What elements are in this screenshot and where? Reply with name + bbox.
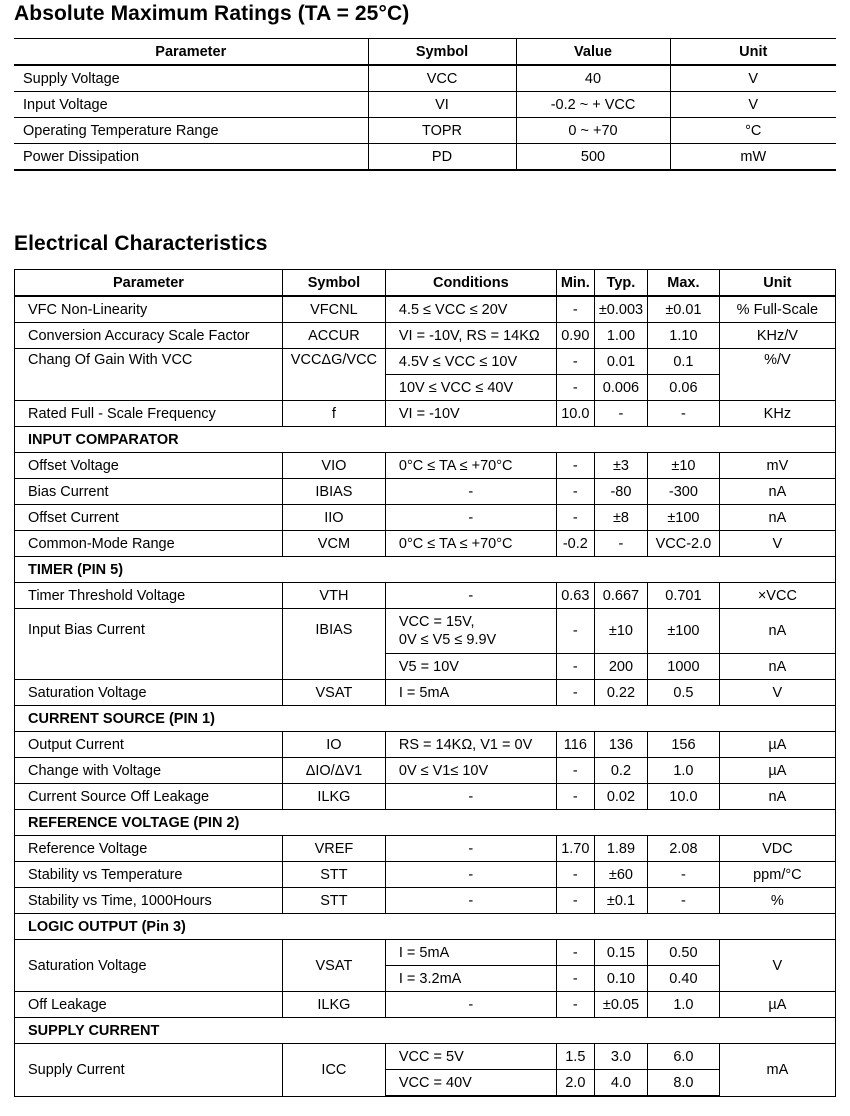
max-cell: - — [648, 888, 720, 914]
max-cell: 0.5 — [648, 680, 720, 706]
max-cell: 8.0 — [648, 1070, 720, 1097]
unit-cell: V — [670, 92, 836, 118]
symbol-cell: PD — [368, 144, 516, 171]
typ-cell: 0.01 — [594, 349, 647, 375]
param-cell: Off Leakage — [15, 992, 283, 1018]
min-cell: - — [556, 940, 594, 966]
value-cell: 0 ~ +70 — [516, 118, 670, 144]
table-row — [15, 349, 836, 375]
param-cell: Rated Full - Scale Frequency — [15, 401, 283, 427]
param-cell: Stability vs Temperature — [15, 862, 283, 888]
min-cell: 2.0 — [556, 1070, 594, 1097]
table-row — [15, 732, 836, 758]
param-cell: Supply Voltage — [14, 65, 368, 92]
table-row — [15, 531, 836, 557]
condition-cell: 0°C ≤ TA ≤ +70°C — [385, 453, 556, 479]
param-cell: Input Voltage — [14, 92, 368, 118]
symbol-cell: IBIAS — [282, 479, 385, 505]
symbol-cell: VREF — [282, 836, 385, 862]
unit-cell: V — [670, 65, 836, 92]
table-row — [15, 505, 836, 531]
param-cell: Offset Voltage — [15, 453, 283, 479]
min-cell: - — [556, 479, 594, 505]
min-cell: - — [556, 654, 594, 680]
table-row — [15, 609, 836, 654]
param-cell: Saturation Voltage — [15, 680, 283, 706]
symbol-cell: TOPR — [368, 118, 516, 144]
symbol-cell: VI — [368, 92, 516, 118]
symbol-cell: VFCNL — [282, 296, 385, 323]
condition-cell: - — [385, 583, 556, 609]
unit-cell: µA — [719, 732, 835, 758]
condition-cell: - — [385, 505, 556, 531]
param-cell: VFC Non-Linearity — [15, 296, 283, 323]
condition-cell: V5 = 10V — [385, 654, 556, 680]
section-header-row — [15, 427, 836, 453]
max-cell: 1.0 — [648, 758, 720, 784]
typ-cell: 0.667 — [594, 583, 647, 609]
unit-cell: KHz — [719, 401, 835, 427]
unit-cell: mW — [670, 144, 836, 171]
unit-cell: ppm/°C — [719, 862, 835, 888]
table-row — [15, 401, 836, 427]
min-cell: -0.2 — [556, 531, 594, 557]
param-cell: Bias Current — [15, 479, 283, 505]
typ-cell: ±10 — [594, 609, 647, 654]
max-cell: - — [648, 862, 720, 888]
unit-cell: µA — [719, 992, 835, 1018]
value-cell: -0.2 ~ + VCC — [516, 92, 670, 118]
symbol-cell: VTH — [282, 583, 385, 609]
max-cell: 156 — [648, 732, 720, 758]
symbol-cell: VIO — [282, 453, 385, 479]
min-cell: 1.70 — [556, 836, 594, 862]
header-parameter: Parameter — [14, 39, 368, 66]
electrical-characteristics-title: Electrical Characteristics — [14, 232, 268, 255]
param-cell: Current Source Off Leakage — [15, 784, 283, 810]
header-unit: Unit — [670, 39, 836, 66]
symbol-cell: VSAT — [282, 940, 385, 992]
param-cell: Input Bias Current — [15, 609, 283, 680]
condition-cell: 10V ≤ VCC ≤ 40V — [385, 375, 556, 401]
condition-cell: VI = -10V, RS = 14KΩ — [385, 323, 556, 349]
condition-cell: VI = -10V — [385, 401, 556, 427]
symbol-cell: ILKG — [282, 992, 385, 1018]
min-cell: 0.63 — [556, 583, 594, 609]
condition-cell: 4.5 ≤ VCC ≤ 20V — [385, 296, 556, 323]
header-min: Min. — [556, 270, 594, 297]
table-row — [15, 888, 836, 914]
typ-cell: ±3 — [594, 453, 647, 479]
condition-cell: RS = 14KΩ, V1 = 0V — [385, 732, 556, 758]
max-cell: 0.1 — [648, 349, 720, 375]
table-header-row — [14, 39, 836, 66]
header-symbol: Symbol — [368, 39, 516, 66]
max-cell: VCC-2.0 — [648, 531, 720, 557]
symbol-cell: IO — [282, 732, 385, 758]
param-cell: Common-Mode Range — [15, 531, 283, 557]
section-header-row — [15, 810, 836, 836]
min-cell: 116 — [556, 732, 594, 758]
section-title-timer: TIMER (PIN 5) — [15, 557, 836, 583]
min-cell: - — [556, 349, 594, 375]
typ-cell: 0.22 — [594, 680, 647, 706]
typ-cell: 0.006 — [594, 375, 647, 401]
min-cell: 1.5 — [556, 1044, 594, 1070]
param-cell: Stability vs Time, 1000Hours — [15, 888, 283, 914]
header-unit: Unit — [719, 270, 835, 297]
param-cell: Change with Voltage — [15, 758, 283, 784]
table-row — [14, 144, 836, 171]
unit-cell: mA — [719, 1044, 835, 1097]
min-cell: - — [556, 888, 594, 914]
min-cell: - — [556, 784, 594, 810]
min-cell: - — [556, 296, 594, 323]
table-header-row — [15, 270, 836, 297]
table-row — [15, 992, 836, 1018]
condition-cell: - — [385, 784, 556, 810]
typ-cell: 4.0 — [594, 1070, 647, 1097]
section-title-input-comparator: INPUT COMPARATOR — [15, 427, 836, 453]
table-row — [15, 323, 836, 349]
condition-cell: - — [385, 479, 556, 505]
table-row — [15, 940, 836, 966]
section-header-row — [15, 914, 836, 940]
table-row — [15, 296, 836, 323]
typ-cell: 136 — [594, 732, 647, 758]
typ-cell: 0.02 — [594, 784, 647, 810]
section-header-row — [15, 706, 836, 732]
param-cell: Timer Threshold Voltage — [15, 583, 283, 609]
condition-cell: - — [385, 862, 556, 888]
min-cell: 10.0 — [556, 401, 594, 427]
typ-cell: ±60 — [594, 862, 647, 888]
unit-cell: V — [719, 680, 835, 706]
max-cell: 2.08 — [648, 836, 720, 862]
typ-cell: 3.0 — [594, 1044, 647, 1070]
symbol-cell: VCC — [368, 65, 516, 92]
typ-cell: - — [594, 531, 647, 557]
min-cell: - — [556, 505, 594, 531]
max-cell: 6.0 — [648, 1044, 720, 1070]
table-row — [15, 862, 836, 888]
header-symbol: Symbol — [282, 270, 385, 297]
section-title-reference-voltage: REFERENCE VOLTAGE (PIN 2) — [15, 810, 836, 836]
section-header-row — [15, 1018, 836, 1044]
unit-cell: % Full-Scale — [719, 296, 835, 323]
max-cell: 0.40 — [648, 966, 720, 992]
max-cell: 1000 — [648, 654, 720, 680]
header-parameter: Parameter — [15, 270, 283, 297]
condition-cell: - — [385, 836, 556, 862]
min-cell: - — [556, 453, 594, 479]
section-title-logic-output: LOGIC OUTPUT (Pin 3) — [15, 914, 836, 940]
table-row — [15, 680, 836, 706]
unit-cell: ×VCC — [719, 583, 835, 609]
max-cell: 1.10 — [648, 323, 720, 349]
table-row — [14, 92, 836, 118]
typ-cell: - — [594, 401, 647, 427]
param-cell: Operating Temperature Range — [14, 118, 368, 144]
typ-cell: ±8 — [594, 505, 647, 531]
value-cell: 40 — [516, 65, 670, 92]
symbol-cell: VCCΔG/VCC — [282, 349, 385, 401]
symbol-cell: STT — [282, 862, 385, 888]
section-header-row — [15, 557, 836, 583]
symbol-cell: ILKG — [282, 784, 385, 810]
min-cell: - — [556, 966, 594, 992]
max-cell: ±100 — [648, 505, 720, 531]
unit-cell: °C — [670, 118, 836, 144]
unit-cell: µA — [719, 758, 835, 784]
condition-cell: VCC = 40V — [385, 1070, 556, 1097]
absolute-max-ratings-table — [14, 38, 836, 171]
min-cell: - — [556, 375, 594, 401]
unit-cell: VDC — [719, 836, 835, 862]
table-row — [15, 758, 836, 784]
electrical-characteristics-table — [14, 269, 836, 1097]
unit-cell: % — [719, 888, 835, 914]
table-row — [15, 583, 836, 609]
symbol-cell: ΔIO/ΔV1 — [282, 758, 385, 784]
min-cell: - — [556, 609, 594, 654]
typ-cell: -80 — [594, 479, 647, 505]
unit-cell: V — [719, 531, 835, 557]
typ-cell: 0.10 — [594, 966, 647, 992]
symbol-cell: STT — [282, 888, 385, 914]
param-cell: Power Dissipation — [14, 144, 368, 171]
symbol-cell: IIO — [282, 505, 385, 531]
absolute-max-ratings-title: Absolute Maximum Ratings (TA = 25°C) — [14, 2, 410, 25]
unit-cell: nA — [719, 505, 835, 531]
section-title-current-source: CURRENT SOURCE (PIN 1) — [15, 706, 836, 732]
param-cell: Offset Current — [15, 505, 283, 531]
unit-cell: %/V — [719, 349, 835, 401]
max-cell: 0.701 — [648, 583, 720, 609]
table-row — [15, 453, 836, 479]
section-title-supply-current: SUPPLY CURRENT — [15, 1018, 836, 1044]
unit-cell: KHz/V — [719, 323, 835, 349]
unit-cell: nA — [719, 609, 835, 654]
max-cell: 0.06 — [648, 375, 720, 401]
max-cell: -300 — [648, 479, 720, 505]
unit-cell: nA — [719, 784, 835, 810]
typ-cell: 200 — [594, 654, 647, 680]
condition-cell: 0V ≤ V1≤ 10V — [385, 758, 556, 784]
table-row — [15, 1044, 836, 1070]
condition-line: VCC = 15V, — [398, 614, 475, 630]
typ-cell: ±0.05 — [594, 992, 647, 1018]
condition-cell: I = 3.2mA — [385, 966, 556, 992]
value-cell: 500 — [516, 144, 670, 171]
param-cell: Saturation Voltage — [15, 940, 283, 992]
max-cell: ±100 — [648, 609, 720, 654]
max-cell: 1.0 — [648, 992, 720, 1018]
table-row — [15, 479, 836, 505]
symbol-cell: IBIAS — [282, 609, 385, 680]
typ-cell: ±0.1 — [594, 888, 647, 914]
min-cell: - — [556, 758, 594, 784]
max-cell: ±10 — [648, 453, 720, 479]
param-cell: Reference Voltage — [15, 836, 283, 862]
symbol-cell: VCM — [282, 531, 385, 557]
symbol-cell: ICC — [282, 1044, 385, 1097]
condition-cell: I = 5mA — [385, 940, 556, 966]
symbol-cell: f — [282, 401, 385, 427]
param-cell: Chang Of Gain With VCC — [15, 349, 283, 401]
header-typ: Typ. — [594, 270, 647, 297]
max-cell: ±0.01 — [648, 296, 720, 323]
condition-cell: I = 5mA — [385, 680, 556, 706]
min-cell: 0.90 — [556, 323, 594, 349]
typ-cell: ±0.003 — [594, 296, 647, 323]
param-cell: Output Current — [15, 732, 283, 758]
typ-cell: 1.00 — [594, 323, 647, 349]
condition-cell: - — [385, 888, 556, 914]
min-cell: - — [556, 992, 594, 1018]
typ-cell: 0.15 — [594, 940, 647, 966]
header-max: Max. — [648, 270, 720, 297]
param-cell: Supply Current — [15, 1044, 283, 1097]
param-cell: Conversion Accuracy Scale Factor — [15, 323, 283, 349]
header-value: Value — [516, 39, 670, 66]
max-cell: 10.0 — [648, 784, 720, 810]
unit-cell: mV — [719, 453, 835, 479]
symbol-cell: VSAT — [282, 680, 385, 706]
min-cell: - — [556, 862, 594, 888]
symbol-cell: ACCUR — [282, 323, 385, 349]
table-row — [15, 784, 836, 810]
unit-cell: V — [719, 940, 835, 992]
condition-cell: VCC = 5V — [385, 1044, 556, 1070]
condition-cell: - — [385, 992, 556, 1018]
unit-cell: nA — [719, 479, 835, 505]
min-cell: - — [556, 680, 594, 706]
table-row — [14, 118, 836, 144]
max-cell: - — [648, 401, 720, 427]
header-conditions: Conditions — [385, 270, 556, 297]
unit-cell: nA — [719, 654, 835, 680]
table-row — [15, 836, 836, 862]
condition-line: 0V ≤ V5 ≤ 9.9V — [398, 632, 497, 648]
typ-cell: 1.89 — [594, 836, 647, 862]
table-row — [14, 65, 836, 92]
condition-cell: 0°C ≤ TA ≤ +70°C — [385, 531, 556, 557]
typ-cell: 0.2 — [594, 758, 647, 784]
condition-cell — [385, 609, 556, 654]
max-cell: 0.50 — [648, 940, 720, 966]
condition-cell: 4.5V ≤ VCC ≤ 10V — [385, 349, 556, 375]
